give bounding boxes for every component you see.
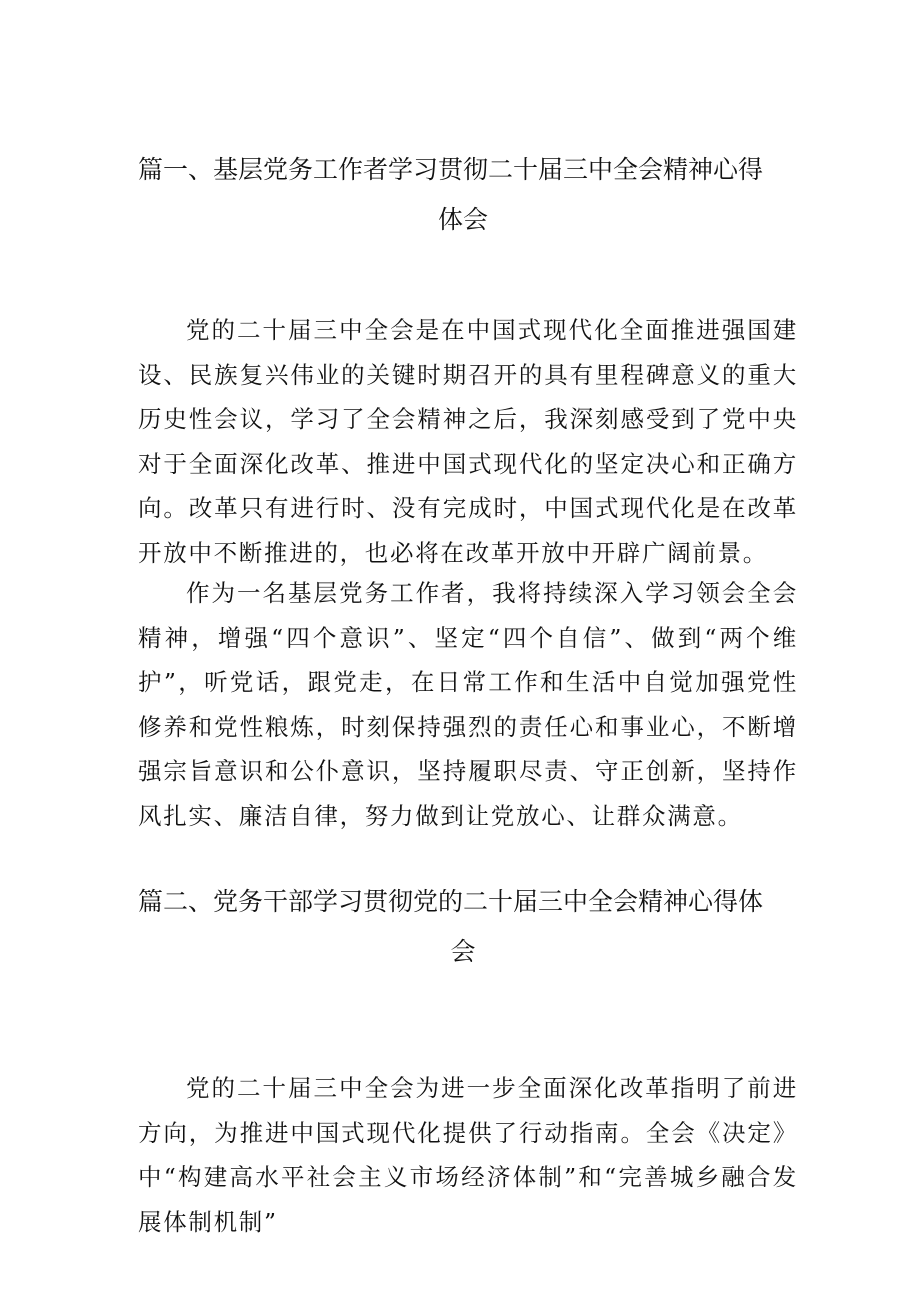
section-2-title <box>138 884 788 970</box>
section-2-paragraph-1: 党的二十届三中全会为进一步全面深化改革指明了前进方向，为推进中国式现代化提供了行动指南。全会《决定》中“构建高水平社会主义市场经济体制”和“完善城乡融合发展体制机制” <box>138 1074 798 1236</box>
section-1-title-line1: 篇一、基层党务工作者学习贯彻二十届三中全会精神心得 <box>138 155 764 184</box>
section-1-paragraph-1: 党的二十届三中全会是在中国式现代化全面推进强国建设、民族复兴伟业的关键时期召开的具有里程碑意义的重大历史性会议，学习了全会精神之后，我深刻感受到了党中央对于全面深化改革、推进中国式现代化的坚定决心和正确方向。改革只有进行时、没有完成时，中国式现代化是在改革开放中不断推进的，也必将在改革开放中开辟广阔前景。 <box>138 316 798 567</box>
section-1-title <box>138 152 788 238</box>
section-2-title-line2: 会 <box>450 937 476 966</box>
section-1-paragraph-2: 作为一名基层党务工作者，我将持续深入学习领会全会精神，增强“四个意识”、坚定“四个自信”、做到“两个维护”，听党话，跟党走，在日常工作和生活中自觉加强党性修养和党性粮炼，时刻保持强烈的责任心和事业心，不断增强宗旨意识和公仆意识，坚持履职尽责、守正创新，坚持作风扎实、廉洁自律，努力做到让党放心、让群众满意。 <box>138 579 798 830</box>
section-2-title-line1: 篇二、党务干部学习贯彻党的二十届三中全会精神心得体 <box>138 887 764 916</box>
section-1-title-line2: 体会 <box>437 205 488 234</box>
